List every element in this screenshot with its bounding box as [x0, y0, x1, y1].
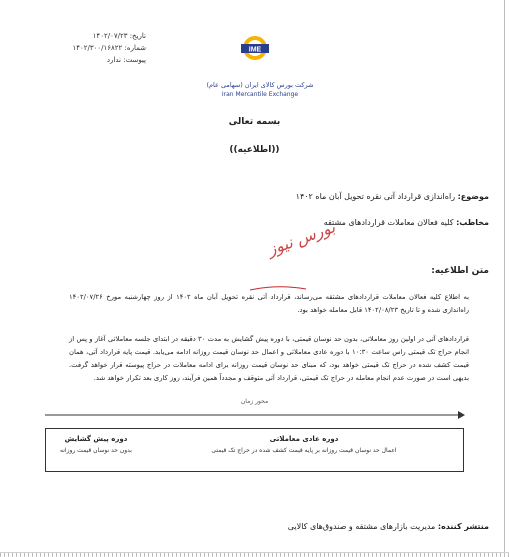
normal-trading-desc: اعمال حد نوسان قیمت روزانه بر پایه قیمت کشف شده در حراج تک قیمتی — [211, 447, 397, 454]
notice-text-heading: متن اطلاعیه: — [431, 266, 489, 276]
attachment-value: ندارد — [106, 56, 121, 64]
number-label: شماره: — [124, 44, 146, 52]
normal-trading-period-box — [145, 428, 464, 472]
letter-meta — [36, 30, 146, 66]
publisher-label: منتشر کننده: — [437, 522, 489, 531]
page-bottom-dots — [0, 553, 509, 557]
emblem-text: IME — [248, 46, 262, 54]
date-label: تاریخ: — [129, 32, 146, 40]
pre-opening-desc: بدون حد نوسان قیمت روزانه — [60, 447, 132, 454]
bismillah: بسمه تعالی — [228, 117, 281, 127]
ime-emblem-icon — [235, 35, 275, 61]
recipient-label: مخاطب: — [456, 218, 489, 227]
publisher-value: مدیریت بازارهای مشتقه و صندوق‌های کالایی — [287, 522, 436, 531]
recipient-value: کلیه فعالان معاملات قراردادهای مشتقه — [323, 218, 454, 227]
recipient-line — [324, 218, 489, 227]
subject-label: موضوع: — [457, 192, 489, 201]
notice-title: ((اطلاعیه)) — [229, 145, 280, 155]
attachment-row — [36, 54, 146, 66]
time-axis-label: محور زمان — [240, 398, 269, 405]
notice-paragraph-2: قراردادهای آتی در اولین روز معاملاتی، بدون حد نوسان قیمتی، با دوره پیش گشایش به مدت ۳۰ دقیقه در ابتدای جلسه معاملاتی آغاز و پس از انجام حراج تک قیمتی راس ساعت ۱۰:۳۰ با دوره عادی معاملاتی و اعمال حد نوسان قیمت روزانه ادامه می‌یابد. قیمت پایه قرارداد آتی، همان قیمت کشف شده در حراج تک قیمتی خواهد بود، که مبنای حد نوسان قیمت روزانه برای ادامه معاملات در حراج پیوسته قرار خواهد گرفت. بدیهی است در صورت عدم انجام معامله در حراج تک قیمتی، قرارداد آتی متوقف و مجدداً همین فرآیند، روز کاری بعد تکرار خواهد شد. — [69, 335, 469, 382]
number-row — [36, 42, 146, 54]
normal-trading-title: دوره عادی معاملاتی — [269, 435, 339, 443]
number-value: ۱۴۰۲/۳۰۰/۱۶۸۲۲ — [72, 44, 123, 52]
pre-opening-title: دوره پیش گشایش — [64, 435, 128, 443]
date-value: ۱۴۰۲/۰۷/۲۳ — [92, 32, 128, 40]
publisher-line — [288, 522, 489, 531]
page-right-border — [504, 0, 505, 557]
pre-opening-period-box — [45, 428, 147, 472]
date-row — [36, 30, 146, 42]
watermark-text: بورس نیوز — [265, 217, 338, 260]
company-name-fa: شرکت بورس کالای ایران (سهامی عام) — [206, 81, 314, 89]
ime-logo — [190, 35, 330, 100]
subject-value: راه‌اندازی قرارداد آتی نقره تحویل آبان ماه ۱۴۰۲ — [295, 192, 456, 201]
subject-line — [296, 192, 489, 201]
notice-paragraph-1: به اطلاع کلیه فعالان معاملات قراردادهای مشتقه می‌رساند، قرارداد آتی نقره تحویل آبان ماه ۱۴۰۲ از روز چهارشنبه مورخ ۱۴۰۲/۰۷/۲۶ راه‌اندازی شده و تا تاریخ ۱۴۰۲/۰۸/۲۳ قابل معامله خواهد بود. — [69, 293, 469, 314]
time-axis-arrow-icon — [0, 409, 509, 421]
attachment-label: پیوست: — [123, 56, 146, 64]
company-name-en: Iran Mercantile Exchange — [221, 91, 299, 98]
